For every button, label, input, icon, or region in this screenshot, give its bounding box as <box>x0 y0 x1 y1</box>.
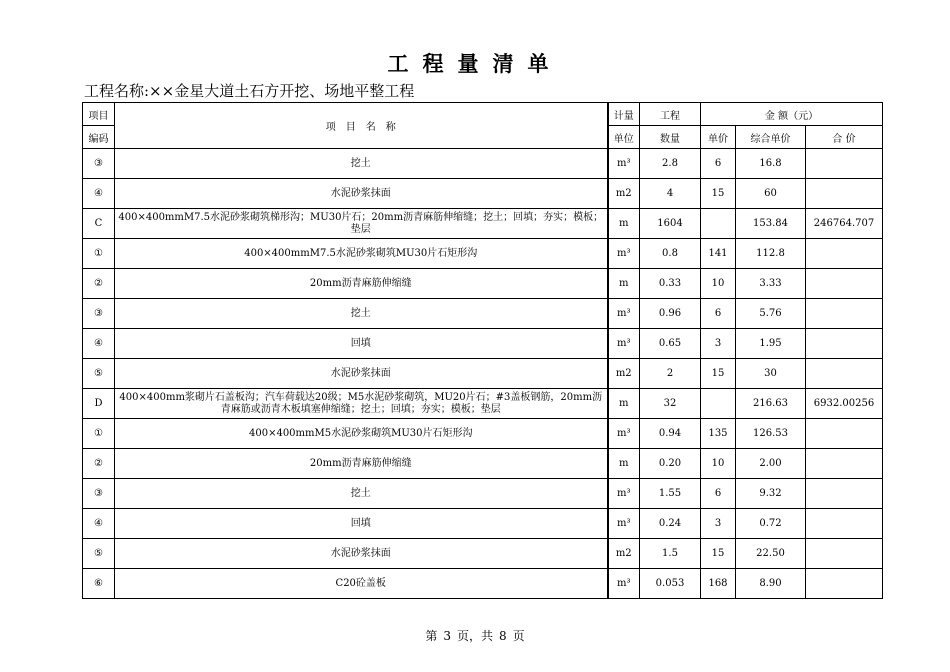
item-total <box>806 329 883 359</box>
item-name: 挖土 <box>115 299 608 329</box>
table-row <box>83 209 883 239</box>
item-total <box>806 419 883 449</box>
item-code: D <box>83 389 115 419</box>
table-row <box>83 329 883 359</box>
item-unit: m2 <box>608 179 640 209</box>
header-unit-top: 计量 <box>608 103 640 126</box>
item-name: 水泥砂浆抹面 <box>115 179 608 209</box>
item-name: 挖土 <box>115 479 608 509</box>
header-amount: 金 额（元） <box>701 103 883 126</box>
item-total <box>806 509 883 539</box>
item-unit-price: 6 <box>701 479 736 509</box>
document-title: 工程量清单 <box>387 52 563 76</box>
item-comprehensive-price: 2.00 <box>736 449 806 479</box>
header-total: 合 价 <box>806 126 883 149</box>
item-name: 20mm沥青麻筋伸缩缝 <box>115 269 608 299</box>
item-comprehensive-price: 22.50 <box>736 539 806 569</box>
item-comprehensive-price: 1.95 <box>736 329 806 359</box>
item-code: ② <box>83 449 115 479</box>
item-code: ③ <box>83 479 115 509</box>
item-total <box>806 239 883 269</box>
total-page-count: 8 <box>499 629 507 643</box>
item-name: C20砼盖板 <box>115 569 608 599</box>
item-quantity: 0.94 <box>640 419 701 449</box>
item-unit: m <box>608 209 640 239</box>
item-quantity: 1604 <box>640 209 701 239</box>
item-unit: m³ <box>608 299 640 329</box>
table-row <box>83 149 883 179</box>
item-unit-price <box>701 389 736 419</box>
item-unit-price: 168 <box>701 569 736 599</box>
item-unit-price: 15 <box>701 179 736 209</box>
item-comprehensive-price: 153.84 <box>736 209 806 239</box>
item-unit: m2 <box>608 539 640 569</box>
item-quantity: 2 <box>640 359 701 389</box>
item-code: ⑤ <box>83 539 115 569</box>
project-name: 工程名称:××金星大道土石方开挖、场地平整工程 <box>84 82 415 100</box>
item-total: 246764.707 <box>806 209 883 239</box>
item-quantity: 0.96 <box>640 299 701 329</box>
table-row <box>83 299 883 329</box>
item-unit: m³ <box>608 569 640 599</box>
item-quantity: 1.55 <box>640 479 701 509</box>
item-code: ⑤ <box>83 359 115 389</box>
item-total <box>806 449 883 479</box>
item-unit: m³ <box>608 479 640 509</box>
table-row <box>83 479 883 509</box>
item-unit-price: 15 <box>701 539 736 569</box>
table-row <box>83 539 883 569</box>
item-unit: m <box>608 389 640 419</box>
header-qty-bottom: 数量 <box>640 126 701 149</box>
item-unit: m³ <box>608 239 640 269</box>
item-name: 400×400mmM7.5水泥砂浆砌筑梯形沟；MU30片石；20mm沥青麻筋伸缩缝；挖土；回填；夯实；模板；垫层 <box>115 209 608 239</box>
table-row <box>83 389 883 419</box>
header-unit-bottom: 单位 <box>608 126 640 149</box>
item-unit: m³ <box>608 329 640 359</box>
table-row <box>83 179 883 209</box>
page-footer <box>0 627 950 644</box>
item-code: ④ <box>83 509 115 539</box>
item-unit: m³ <box>608 149 640 179</box>
footer-suffix: 页 <box>512 629 525 643</box>
bill-of-quantities-table <box>82 102 883 599</box>
item-unit-price: 3 <box>701 509 736 539</box>
item-name: 水泥砂浆抹面 <box>115 539 608 569</box>
item-unit-price: 10 <box>701 449 736 479</box>
item-name: 水泥砂浆抹面 <box>115 359 608 389</box>
item-unit-price: 135 <box>701 419 736 449</box>
header-code-top: 项目 <box>83 103 115 126</box>
item-unit-price: 15 <box>701 359 736 389</box>
item-code: ① <box>83 239 115 269</box>
current-page-number: 3 <box>443 629 451 643</box>
item-code: ④ <box>83 179 115 209</box>
item-code: ③ <box>83 299 115 329</box>
item-comprehensive-price: 9.32 <box>736 479 806 509</box>
item-quantity: 2.8 <box>640 149 701 179</box>
header-unit-price: 单价 <box>701 126 736 149</box>
item-unit: m³ <box>608 509 640 539</box>
item-code: ① <box>83 419 115 449</box>
item-unit: m <box>608 449 640 479</box>
item-code: ⑥ <box>83 569 115 599</box>
item-quantity: 0.8 <box>640 239 701 269</box>
footer-prefix: 第 <box>425 629 438 643</box>
item-name: 400×400mmM5水泥砂浆砌筑MU30片石矩形沟 <box>115 419 608 449</box>
item-unit-price: 141 <box>701 239 736 269</box>
item-total <box>806 539 883 569</box>
item-comprehensive-price: 16.8 <box>736 149 806 179</box>
item-name: 挖土 <box>115 149 608 179</box>
item-unit-price: 10 <box>701 269 736 299</box>
header-row-1 <box>83 103 883 126</box>
item-comprehensive-price: 0.72 <box>736 509 806 539</box>
item-quantity: 4 <box>640 179 701 209</box>
item-unit-price: 6 <box>701 299 736 329</box>
item-unit: m <box>608 269 640 299</box>
item-comprehensive-price: 112.8 <box>736 239 806 269</box>
item-unit-price: 6 <box>701 149 736 179</box>
item-name: 20mm沥青麻筋伸缩缝 <box>115 449 608 479</box>
table-row <box>83 269 883 299</box>
table-row <box>83 509 883 539</box>
footer-mid: 页，共 <box>456 629 493 643</box>
table-row <box>83 239 883 269</box>
item-comprehensive-price: 126.53 <box>736 419 806 449</box>
item-unit-price: 3 <box>701 329 736 359</box>
item-comprehensive-price: 3.33 <box>736 269 806 299</box>
item-name: 400×400mmM7.5水泥砂浆砌筑MU30片石矩形沟 <box>115 239 608 269</box>
item-quantity: 0.33 <box>640 269 701 299</box>
item-total: 6932.00256 <box>806 389 883 419</box>
item-comprehensive-price: 60 <box>736 179 806 209</box>
item-unit-price <box>701 209 736 239</box>
header-name: 项 目 名 称 <box>115 103 608 149</box>
item-quantity: 0.24 <box>640 509 701 539</box>
item-quantity: 0.65 <box>640 329 701 359</box>
item-code: C <box>83 209 115 239</box>
item-comprehensive-price: 216.63 <box>736 389 806 419</box>
item-code: ④ <box>83 329 115 359</box>
item-name: 400×400mm浆砌片石盖板沟；汽车荷载达20级；M5水泥砂浆砌筑，MU20片石；#3盖板钢筋，20mm沥青麻筋或沥青木板填塞伸缩缝；挖土；回填；夯实；模板；垫层 <box>115 389 608 419</box>
item-comprehensive-price: 30 <box>736 359 806 389</box>
header-qty-top: 工程 <box>640 103 701 126</box>
item-quantity: 0.053 <box>640 569 701 599</box>
item-comprehensive-price: 8.90 <box>736 569 806 599</box>
header-comprehensive-price: 综合单价 <box>736 126 806 149</box>
table-row <box>83 359 883 389</box>
item-name: 回填 <box>115 329 608 359</box>
item-total <box>806 359 883 389</box>
item-total <box>806 149 883 179</box>
item-total <box>806 179 883 209</box>
item-total <box>806 479 883 509</box>
item-total <box>806 569 883 599</box>
item-quantity: 0.20 <box>640 449 701 479</box>
table-row <box>83 569 883 599</box>
item-quantity: 32 <box>640 389 701 419</box>
item-code: ③ <box>83 149 115 179</box>
item-code: ② <box>83 269 115 299</box>
table-row <box>83 419 883 449</box>
item-unit: m³ <box>608 419 640 449</box>
header-code-bottom: 编码 <box>83 126 115 149</box>
item-total <box>806 269 883 299</box>
item-name: 回填 <box>115 509 608 539</box>
item-comprehensive-price: 5.76 <box>736 299 806 329</box>
table-row <box>83 449 883 479</box>
item-total <box>806 299 883 329</box>
item-quantity: 1.5 <box>640 539 701 569</box>
item-unit: m2 <box>608 359 640 389</box>
